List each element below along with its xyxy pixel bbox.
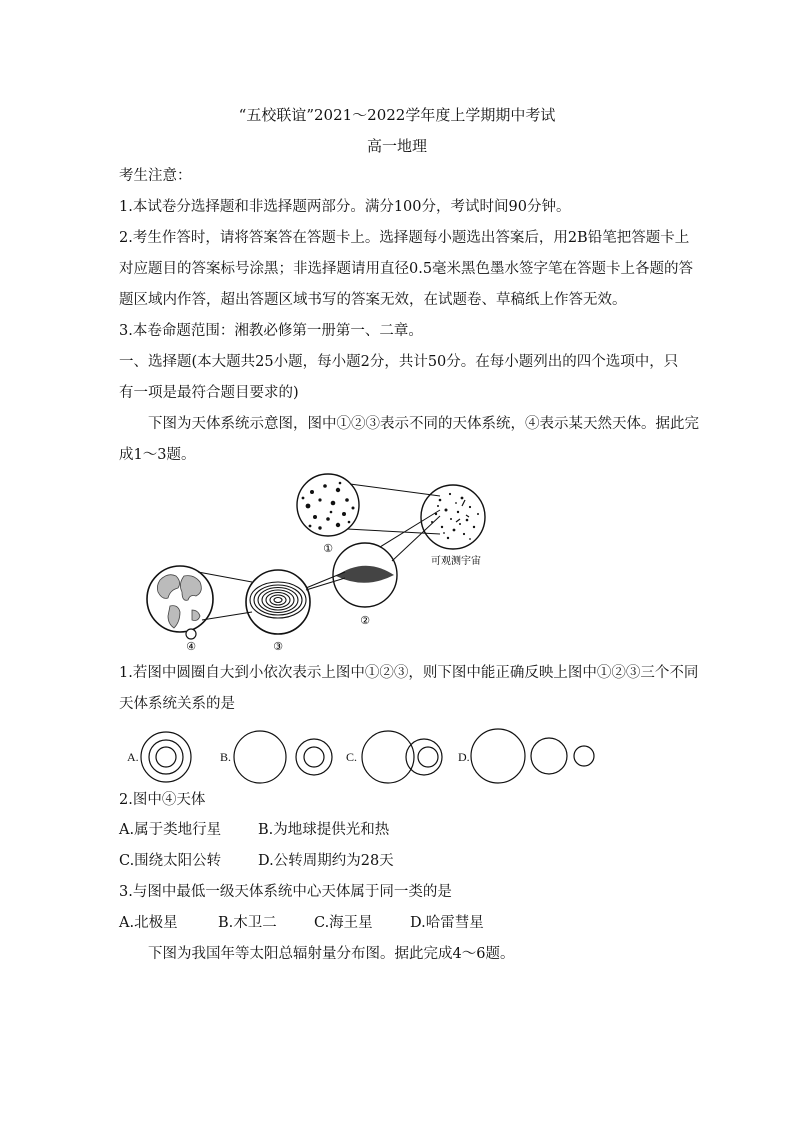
- label-3: ③: [273, 640, 283, 652]
- q1-option-b-label: B.: [220, 750, 232, 764]
- q3-option-a: A.北极星: [119, 915, 178, 931]
- section1-heading-line1: 一、选择题(本大题共25小题，每小题2分，共计50分。在每小题列出的四个选项中，只: [119, 354, 679, 370]
- intro-line1: 下图为天体系统示意图，图中①②③表示不同的天体系统，④表示某天然天体。据此完: [148, 416, 699, 432]
- section1-heading-line2: 有一项是最符合题目要求的): [119, 385, 299, 401]
- exam-title: “五校联谊”2021～2022学年度上学期期中考试: [238, 106, 556, 124]
- q1-stem-line2: 天体系统关系的是: [119, 696, 235, 712]
- q3-stem: 3.与图中最低一级天体系统中心天体属于同一类的是: [119, 884, 452, 900]
- celestial-system-diagram: [140, 472, 500, 652]
- q3-option-c: C.海王星: [314, 915, 373, 931]
- q1-option-b-diagram: [232, 727, 342, 787]
- q1-option-c-diagram: [360, 727, 450, 787]
- q3-option-b: B.木卫二: [218, 915, 277, 931]
- notice-item-2-line3: 题区域内作答，超出答题区域书写的答案无效，在试题卷、草稿纸上作答无效。: [119, 292, 627, 308]
- q1-option-c-label: C.: [346, 750, 358, 764]
- intro-line2: 成1～3题。: [119, 447, 196, 463]
- notice-item-2-line1: 2.考生作答时，请将答案答在答题卡上。选择题每小题选出答案后，用2B铅笔把答题卡上: [119, 230, 690, 246]
- q2-option-b: B.为地球提供光和热: [258, 822, 390, 838]
- label-4: ④: [186, 640, 196, 652]
- system-2-circle: [333, 543, 397, 607]
- q1-stem-line1: 1.若图中圆圈自大到小依次表示上图中①②③，则下图中能正确反映上图中①②③三个不同: [119, 665, 699, 681]
- notice-item-1: 1.本试卷分选择题和非选择题两部分。满分100分，考试时间90分钟。: [119, 199, 571, 215]
- q3-option-d: D.哈雷彗星: [410, 915, 484, 931]
- notice-item-3: 3.本卷命题范围：湘教必修第一册第一、二章。: [119, 323, 423, 339]
- q2-stem: 2.图中④天体: [119, 792, 206, 808]
- earth-globe-icon: [147, 566, 213, 632]
- notice-item-2-line2: 对应题目的答案标号涂黑；非选择题请用直径0.5毫米黑色墨水签字笔在答题卡上各题的答: [119, 261, 694, 277]
- subject-title: 高一地理: [366, 137, 427, 155]
- label-1: ①: [323, 542, 333, 555]
- system-1-circle: [297, 474, 359, 536]
- label-2: ②: [360, 614, 370, 627]
- q2-option-d: D.公转周期约为28天: [258, 853, 394, 869]
- moon-icon: [186, 629, 196, 639]
- q2-option-c: C.围绕太阳公转: [119, 853, 222, 869]
- intro2: 下图为我国年等太阳总辐射量分布图。据此完成4～6题。: [148, 946, 515, 962]
- q1-option-d-label: D.: [458, 750, 470, 764]
- q1-option-d-diagram: [470, 725, 600, 787]
- system-3-circle: [246, 570, 310, 634]
- universe-label: 可观测宇宙: [431, 556, 481, 567]
- q2-option-a: A.属于类地行星: [119, 822, 222, 838]
- notice-heading: 考生注意：: [119, 168, 192, 184]
- q1-option-a-diagram: [138, 729, 198, 789]
- q1-option-a-label: A.: [127, 750, 139, 764]
